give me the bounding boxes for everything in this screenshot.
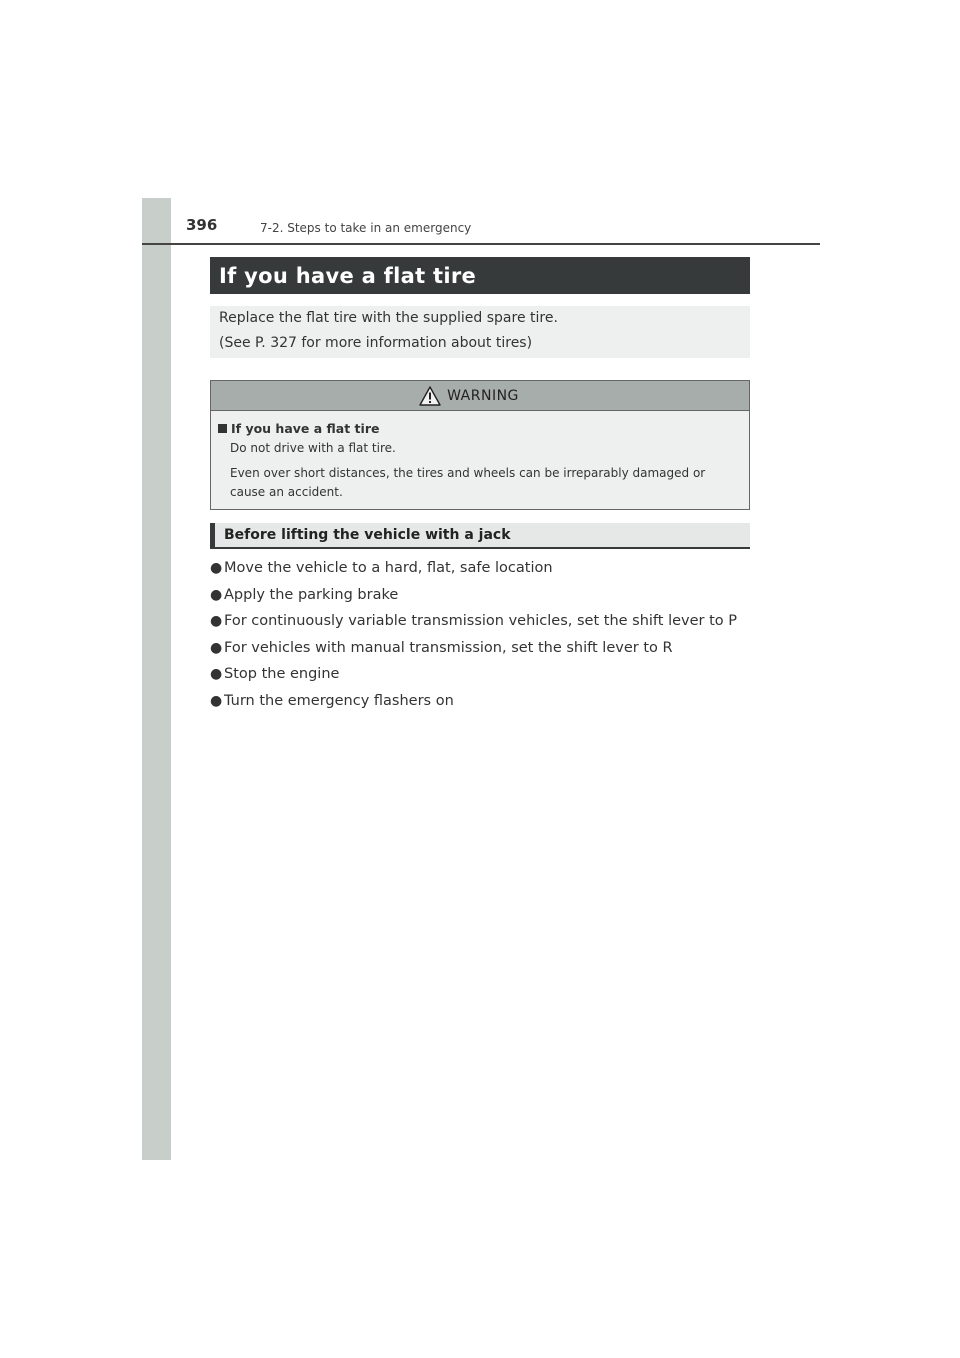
warning-label: WARNING (447, 387, 519, 404)
side-tab-strip (142, 198, 171, 1160)
intro-line: (See P. 327 for more information about tires) (219, 335, 533, 351)
bullet-icon: ● (210, 692, 223, 709)
list-item (210, 690, 737, 717)
list-item (210, 637, 737, 664)
page-title-text: If you have a flat tire (219, 263, 477, 288)
list-item-text: Stop the engine (224, 666, 340, 683)
list-item (210, 610, 737, 637)
warning-subheading (218, 420, 743, 437)
bullet-icon: ● (210, 586, 223, 603)
intro-box (210, 306, 750, 358)
intro-line: Replace the flat tire with the supplied spare tire. (219, 310, 558, 326)
warning-header (211, 381, 749, 411)
header-divider (142, 243, 820, 245)
bullet-icon: ● (210, 560, 223, 576)
warning-body (211, 411, 749, 502)
warning-triangle-icon (419, 386, 441, 406)
warning-paragraph: Do not drive with a flat tire. (230, 441, 396, 455)
list-item-text: Turn the emergency flashers on (224, 692, 454, 709)
square-bullet-icon (218, 424, 227, 433)
warning-box (210, 380, 750, 510)
bullet-icon: ● (210, 666, 223, 683)
warning-subheading-text: If you have a flat tire (231, 421, 380, 436)
section-heading-text: Before lifting the vehicle with a jack (224, 527, 511, 543)
checklist (210, 557, 737, 717)
section-heading (210, 523, 750, 549)
list-item-text: For vehicles with manual transmission, set the shift lever to R (224, 639, 673, 656)
list-item (210, 663, 737, 690)
list-item-text: Move the vehicle to a hard, flat, safe location (224, 560, 553, 576)
list-item (210, 584, 737, 611)
list-item-text: For continuously variable transmission vehicles, set the shift lever to P (224, 613, 738, 630)
list-item (210, 557, 737, 584)
warning-paragraph: Even over short distances, the tires and wheels can be irreparably damaged or cause an accident. (230, 466, 706, 499)
bullet-icon: ● (210, 613, 223, 630)
bullet-icon: ● (210, 639, 223, 656)
section-breadcrumb: 7-2. Steps to take in an emergency (260, 221, 472, 235)
page-title (210, 257, 750, 294)
list-item-text: Apply the parking brake (224, 586, 399, 603)
page-number: 396 (186, 216, 218, 234)
